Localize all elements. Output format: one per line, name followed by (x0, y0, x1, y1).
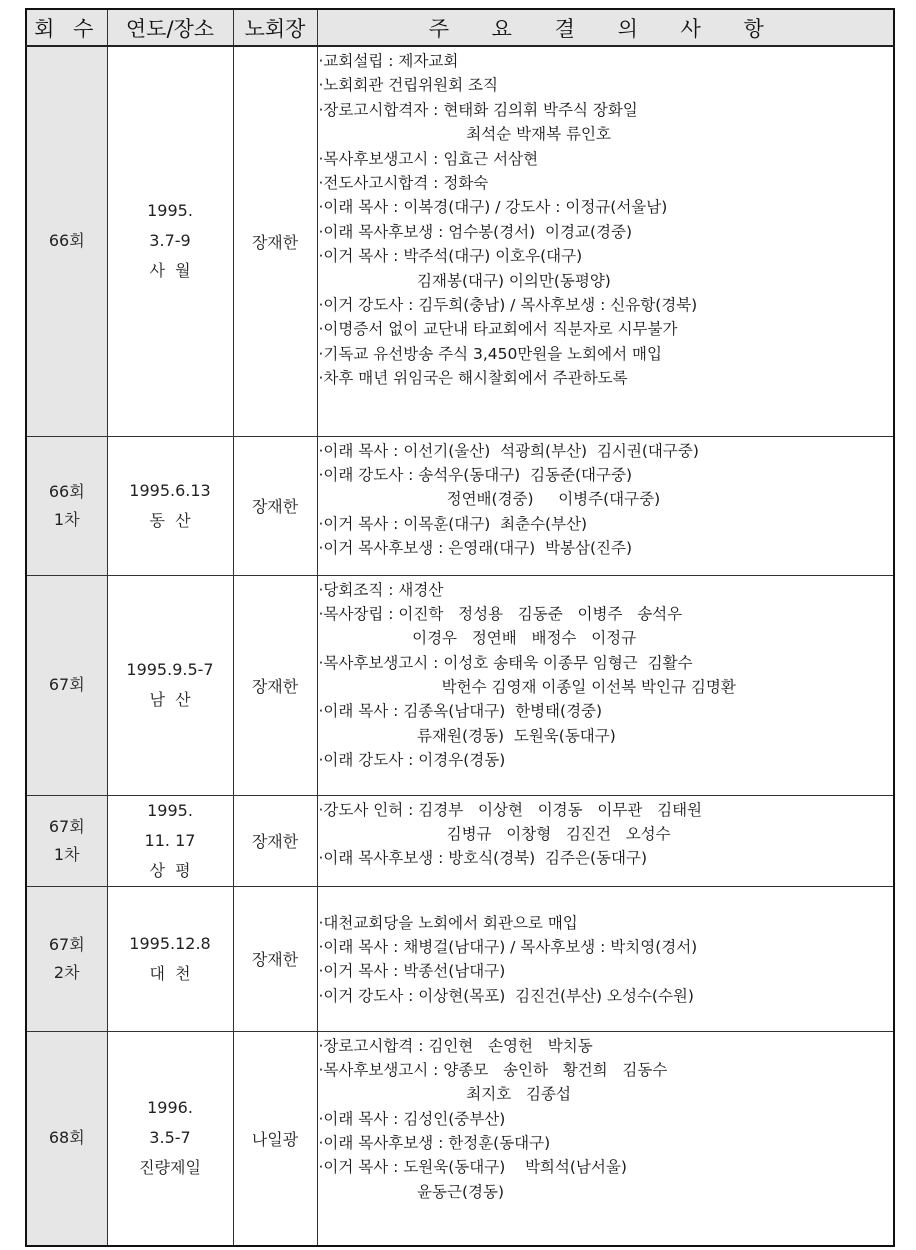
table-row (26, 436, 894, 575)
decision-item: ·이거 강도사 : 김두희(충남) / 목사후보생 : 신유항(경북) (318, 295, 698, 314)
decisions-cell (317, 886, 894, 1031)
decision-item: ·대천교회당을 노회에서 회관으로 매입 (318, 913, 578, 932)
header-decisions: 주 요 결 의 사 항 (317, 9, 894, 46)
date-place-text: 대 천 (149, 963, 191, 983)
decision-item: 최지호 김종섭 (318, 1085, 571, 1104)
date-place-text: 동 산 (149, 510, 191, 530)
date-place-text: 1995.9.5-7 (126, 660, 214, 679)
session-cell (26, 886, 107, 1031)
decision-item: ·목사장립 : 이진학 정성용 김동준 이병주 송석우 (318, 604, 683, 623)
moderator-cell (233, 436, 317, 575)
session-text: 67회 (48, 675, 85, 694)
session-text: 67회 (48, 816, 85, 836)
decision-item: ·이래 목사 : 김종옥(남대구) 한병태(경중) (318, 702, 603, 721)
session-cell (26, 795, 107, 886)
decision-item: ·당회조직 : 새경산 (318, 580, 444, 599)
date-place-text: 상 평 (149, 860, 191, 880)
decision-item: ·이래 목사후보생 : 방호식(경북) 김주은(동대구) (318, 849, 647, 868)
date-place-text: 1995.6.13 (129, 480, 211, 500)
moderator-cell (233, 1031, 317, 1246)
decision-item: ·이래 목사후보생 : 한정훈(동대구) (318, 1134, 551, 1153)
session-text: 68회 (48, 1128, 85, 1148)
session-cell (26, 575, 107, 795)
decision-item: ·이래 강도사 : 이경우(경동) (318, 751, 506, 770)
decision-item: ·장로고시합격자 : 현태화 김의휘 박주식 장화일 (318, 100, 638, 119)
session-text: 67회 (48, 934, 85, 954)
moderator-name: 장재한 (251, 676, 299, 696)
date-place-text: 3.7-9 (149, 231, 191, 251)
decisions-cell (317, 436, 894, 575)
decision-item: ·이래 목사 : 이복경(대구) / 강도사 : 이정규(서울남) (318, 198, 668, 217)
session-text: 1차 (53, 844, 80, 864)
decision-item: ·이거 목사 : 박주석(대구) 이호우(대구) (318, 247, 583, 266)
date-place-cell (107, 795, 233, 886)
decisions-cell (317, 1031, 894, 1246)
table-row (26, 886, 894, 1031)
date-place-text: 1995. (147, 201, 193, 221)
session-text: 66회 (48, 481, 85, 501)
decision-item: 윤동근(경동) (318, 1182, 504, 1201)
decision-item: ·이거 목사후보생 : 은영래(대구) 박봉삼(진주) (318, 539, 633, 558)
moderator-name: 장재한 (251, 497, 299, 516)
date-place-text: 3.5-7 (149, 1128, 191, 1148)
table-row (26, 1031, 894, 1246)
decision-item: 이경우 정연배 배정수 이정규 (318, 629, 637, 648)
decision-item: ·교회설립 : 제자교회 (318, 52, 459, 70)
table-row (26, 46, 894, 436)
minutes-table (25, 8, 895, 1247)
date-place-text: 사 월 (149, 261, 191, 281)
session-text: 1차 (53, 509, 80, 529)
session-cell (26, 1031, 107, 1246)
decision-item: 정연배(경중) 이병주(대구중) (318, 490, 661, 509)
date-place-cell (107, 46, 233, 436)
date-place-text: 1995.12.8 (129, 933, 211, 953)
decisions-cell (317, 575, 894, 795)
decision-item: ·목사후보생고시 : 임효근 서삼현 (318, 149, 539, 168)
moderator-name: 장재한 (251, 232, 299, 252)
date-place-text: 진량제일 (139, 1158, 201, 1178)
decision-item: ·이래 목사후보생 : 엄수봉(경서) 이경교(경중) (318, 222, 633, 241)
decision-item: ·목사후보생고시 : 이성호 송태욱 이종무 임형근 김활수 (318, 653, 693, 672)
decision-item: 박헌수 김영재 이종일 이선복 박인규 김명환 (318, 678, 736, 697)
date-place-text: 1996. (147, 1098, 193, 1118)
date-place-text: 1995. (147, 800, 193, 820)
date-place-cell (107, 1031, 233, 1246)
date-place-cell (107, 886, 233, 1031)
header-date-place: 연도/장소 (107, 9, 233, 46)
decision-item: ·이래 강도사 : 송석우(동대구) 김동준(대구중) (318, 465, 633, 484)
decision-item: 류재원(경동) 도원욱(동대구) (318, 726, 616, 745)
decision-item: ·이거 목사 : 이목훈(대구) 최춘수(부산) (318, 514, 588, 533)
decision-item: ·이거 강도사 : 이상현(목포) 김진건(부산) 오성수(수원) (318, 986, 694, 1005)
decision-item: ·이래 목사 : 이선기(울산) 석광희(부산) 김시권(대구중) (318, 441, 699, 460)
decisions-cell (317, 795, 894, 886)
moderator-cell (233, 795, 317, 886)
table-body (26, 46, 894, 1246)
decision-item: ·이래 목사 : 김성인(중부산) (318, 1109, 506, 1128)
header-session: 회 수 (26, 9, 107, 46)
decision-item: ·이거 목사 : 박종선(남대구) (318, 962, 506, 981)
decision-item: ·차후 매년 위임국은 해시찰회에서 주관하도록 (318, 369, 628, 388)
table-row (26, 795, 894, 886)
moderator-name: 장재한 (251, 950, 299, 969)
session-text: 2차 (53, 962, 80, 982)
header-moderator: 노회장 (233, 9, 317, 46)
session-cell (26, 436, 107, 575)
table-row (26, 575, 894, 795)
moderator-name: 장재한 (251, 832, 299, 851)
decision-item: ·이래 목사 : 채병걸(남대구) / 목사후보생 : 박치영(경서) (318, 937, 698, 956)
decision-item: 최석순 박재복 류인호 (318, 125, 611, 144)
decisions-cell (317, 46, 894, 436)
header-row (26, 9, 894, 46)
session-text: 66회 (48, 231, 85, 251)
decision-item: ·이거 목사 : 도원욱(동대구) 박희석(남서울) (318, 1158, 627, 1177)
decision-item: 김재봉(대구) 이의만(동평양) (318, 271, 611, 290)
moderator-cell (233, 886, 317, 1031)
decision-item: ·전도사고시합격 : 정화숙 (318, 173, 489, 192)
date-place-text: 11. 17 (144, 830, 196, 850)
decision-item: ·목사후보생고시 : 양종모 송인하 황건희 김동수 (318, 1060, 668, 1079)
decision-item: 김병규 이창형 김진건 오성수 (318, 824, 671, 843)
decision-item: ·노회회관 건립위원회 조직 (318, 76, 498, 95)
moderator-name: 나일광 (251, 1129, 299, 1149)
decision-item: ·이명증서 없이 교단내 타교회에서 직분자로 시무불가 (318, 320, 678, 339)
date-place-cell (107, 436, 233, 575)
moderator-cell (233, 575, 317, 795)
session-cell (26, 46, 107, 436)
moderator-cell (233, 46, 317, 436)
date-place-text: 남 산 (149, 690, 191, 709)
decision-item: ·기독교 유선방송 주식 3,450만원을 노회에서 매입 (318, 344, 662, 363)
date-place-cell (107, 575, 233, 795)
decision-item: ·장로고시합격 : 김인현 손영헌 박치동 (318, 1036, 593, 1055)
decision-item: ·강도사 인허 : 김경부 이상현 이경동 이무관 김태원 (318, 800, 703, 819)
